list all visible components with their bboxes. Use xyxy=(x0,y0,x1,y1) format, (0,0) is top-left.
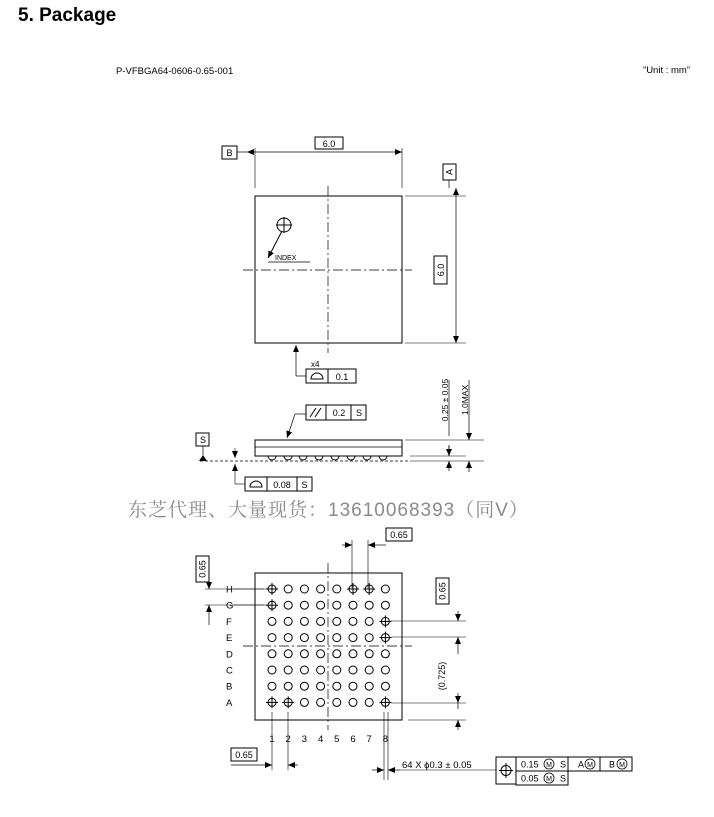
ball-b6 xyxy=(349,682,357,690)
col-label-3: 3 xyxy=(301,734,308,745)
top-view xyxy=(222,137,466,383)
row-label-d: D xyxy=(226,649,233,661)
ball-h8 xyxy=(381,585,389,593)
coplanarity-value: 0.08 xyxy=(273,480,291,490)
flatness-value: 0.1 xyxy=(335,372,349,382)
pitch-left-label: 0.65 xyxy=(197,560,208,578)
index-label: INDEX xyxy=(275,255,297,262)
col-label-5: 5 xyxy=(334,734,340,745)
ball-c4 xyxy=(317,666,325,674)
ball-h1 xyxy=(266,583,278,595)
ball-g1 xyxy=(266,599,278,611)
bottom-view xyxy=(196,528,632,785)
ball-e6 xyxy=(349,634,357,642)
mmc-symbol-2: M xyxy=(546,776,552,783)
width-dimension-label: 6.0 xyxy=(322,139,336,149)
height-dimension-label: 6.0 xyxy=(436,263,446,277)
mmc-symbol-b: M xyxy=(619,762,625,769)
col-label-7: 7 xyxy=(366,734,372,745)
ball-b4 xyxy=(317,682,325,690)
x4-label: x4 xyxy=(311,360,320,369)
mmc-symbol-1: M xyxy=(546,762,552,769)
ball-f6 xyxy=(349,617,357,625)
ball-a1 xyxy=(266,696,278,708)
ball-e4 xyxy=(317,634,325,642)
row-label-g: G xyxy=(226,600,234,612)
package-body-side xyxy=(255,440,402,456)
row-label-c: C xyxy=(226,665,233,677)
tolerance-datum-s-1: S xyxy=(560,759,567,770)
tolerance-datum-b: B xyxy=(609,759,616,770)
ball-d6 xyxy=(349,650,357,658)
ball-d8 xyxy=(381,650,389,658)
ball-d3 xyxy=(300,650,308,658)
ball-g4 xyxy=(317,601,325,609)
watermark-text: 东芝代理、大量现货：13610068393（同V） xyxy=(128,500,529,521)
unit-note: ”Unit : mm” xyxy=(643,65,690,76)
ball-h4 xyxy=(317,585,325,593)
ball-d5 xyxy=(333,650,341,658)
ball-g3 xyxy=(300,601,308,609)
ball-e8 xyxy=(379,632,391,644)
ball-b1 xyxy=(268,682,276,690)
pitch-top-label: 0.65 xyxy=(390,530,408,540)
ball-f3 xyxy=(300,617,308,625)
ball-c3 xyxy=(300,666,308,674)
package-name: P-VFBGA64-0606-0.65-001 xyxy=(116,66,234,77)
ball-f7 xyxy=(365,617,373,625)
solder-balls-side xyxy=(268,456,387,460)
row-label-a: A xyxy=(226,697,233,709)
ball-callout: 64 X ϕ0.3 ± 0.05 xyxy=(402,760,472,771)
ball-c1 xyxy=(268,666,276,674)
ball-c5 xyxy=(333,666,341,674)
ball-g2 xyxy=(284,601,292,609)
ball-b3 xyxy=(300,682,308,690)
ball-f1 xyxy=(268,617,276,625)
ball-f2 xyxy=(284,617,292,625)
ball-d4 xyxy=(317,650,325,658)
ball-a4 xyxy=(317,698,325,706)
offset-dimension-label: (0.725) xyxy=(437,661,447,691)
ball-h6 xyxy=(347,583,359,595)
pitch-right-label: 0.65 xyxy=(437,582,448,600)
tolerance-value-1: 0.15 xyxy=(521,759,539,770)
ball-a2 xyxy=(282,696,294,708)
ball-a5 xyxy=(333,698,341,706)
ball-d1 xyxy=(268,650,276,658)
package-outline-bottom xyxy=(255,573,402,720)
row-label-h: H xyxy=(226,584,233,596)
col-label-4: 4 xyxy=(317,734,324,745)
ball-d2 xyxy=(284,650,292,658)
ball-h5 xyxy=(333,585,341,593)
max-height-dimension: 1.0MAX xyxy=(460,384,470,416)
ball-f8 xyxy=(379,615,391,627)
datum-a-label: A xyxy=(444,168,455,176)
section-heading: 5. Package xyxy=(18,5,117,26)
coplanarity-datum: S xyxy=(301,480,308,490)
col-label-8: 8 xyxy=(382,734,389,745)
row-label-b: B xyxy=(226,681,233,693)
datum-b-label: B xyxy=(226,148,233,158)
col-label-1: 1 xyxy=(269,734,275,745)
mmc-symbol-a: M xyxy=(587,762,593,769)
ball-c7 xyxy=(365,666,373,674)
ball-f4 xyxy=(317,617,325,625)
ball-b8 xyxy=(381,682,389,690)
ball-a8 xyxy=(379,696,391,708)
col-label-2: 2 xyxy=(285,734,291,745)
ball-e5 xyxy=(333,634,341,642)
ball-h2 xyxy=(284,585,292,593)
ball-g8 xyxy=(381,601,389,609)
tolerance-datum-s-2: S xyxy=(560,773,567,784)
ball-h3 xyxy=(300,585,308,593)
ball-b5 xyxy=(333,682,341,690)
ball-a3 xyxy=(300,698,308,706)
tolerance-datum-a: A xyxy=(578,759,585,770)
parallelism-value: 0.2 xyxy=(332,408,346,418)
ball-g7 xyxy=(365,601,373,609)
standoff-dimension: 0.25 ± 0.05 xyxy=(440,378,450,422)
ball-e3 xyxy=(300,634,308,642)
ball-d7 xyxy=(365,650,373,658)
row-label-f: F xyxy=(226,616,232,628)
ball-g5 xyxy=(333,601,341,609)
ball-b2 xyxy=(284,682,292,690)
ball-e2 xyxy=(284,634,292,642)
ball-c8 xyxy=(381,666,389,674)
ball-h7 xyxy=(363,583,375,595)
tolerance-value-2: 0.05 xyxy=(521,773,539,784)
ball-a7 xyxy=(365,698,373,706)
package-outline-top xyxy=(255,196,402,343)
col-label-6: 6 xyxy=(350,734,356,745)
ball-a6 xyxy=(349,698,357,706)
ball-c6 xyxy=(349,666,357,674)
ball-c2 xyxy=(284,666,292,674)
parallelism-datum: S xyxy=(355,408,363,418)
ball-b7 xyxy=(365,682,373,690)
ball-e7 xyxy=(365,634,373,642)
row-label-e: E xyxy=(226,633,233,645)
datum-s-label: S xyxy=(199,435,207,445)
ball-g6 xyxy=(349,601,357,609)
ball-e1 xyxy=(268,634,276,642)
ball-f5 xyxy=(333,617,341,625)
pitch-bottom-label: 0.65 xyxy=(235,750,253,760)
